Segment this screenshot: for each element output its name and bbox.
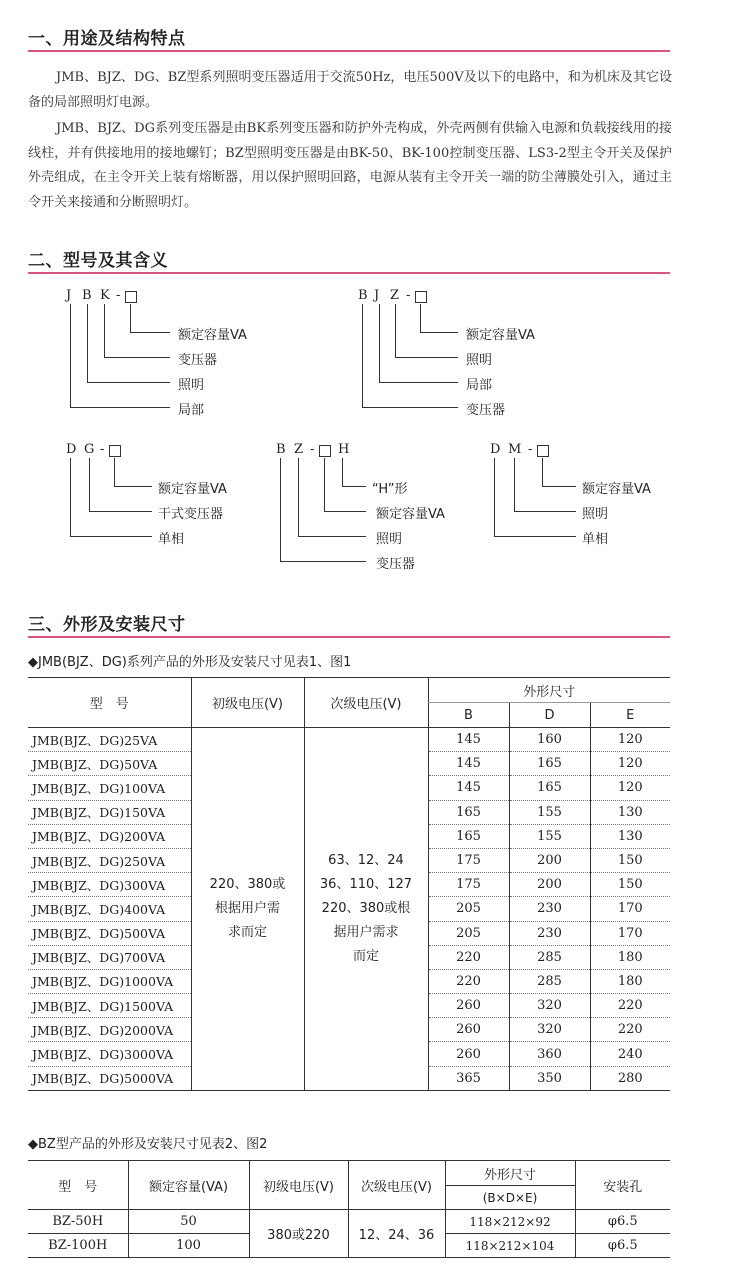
- code-letter: H: [338, 442, 350, 457]
- section-divider: [28, 50, 670, 52]
- header-primary-voltage: 初级电压(V): [191, 678, 304, 728]
- header-model: 型 号: [28, 678, 191, 728]
- meaning-label: “H”形: [372, 482, 408, 497]
- table-cell-dim-e: 120: [590, 776, 670, 800]
- intro-paragraph-1: JMB、BJZ、DG、BZ型系列照明变压器适用于交流50Hz，电压500V及以下的电路中，和为机床及其它设备的局部照明灯电源。: [28, 70, 672, 110]
- code-letter: B: [276, 442, 286, 457]
- code-letter: -: [100, 442, 105, 457]
- dimensions-table-1: [28, 677, 670, 1091]
- meaning-label: 照明: [178, 378, 205, 393]
- table-cell-dim-e: 120: [590, 752, 670, 776]
- table-cell-dim-d: 320: [509, 1018, 590, 1042]
- table-cell-dim-d: 155: [509, 824, 590, 848]
- table-cell-dim-b: 165: [428, 824, 509, 848]
- placeholder-box-icon: [109, 445, 121, 457]
- voltage-text-line: 而定: [352, 948, 379, 964]
- header-dim-d: D: [509, 703, 590, 728]
- meaning-label: 单相: [158, 532, 185, 547]
- dimensions-table-2: [28, 1160, 670, 1258]
- meaning-label: 变压器: [466, 403, 506, 418]
- table-cell-model: JMB(BJZ、DG)400VA: [28, 897, 191, 921]
- section-title: 二、型号及其含义: [28, 251, 168, 271]
- table-cell-dim-b: 145: [428, 752, 509, 776]
- table-cell-model: JMB(BJZ、DG)3000VA: [28, 1042, 191, 1066]
- model-diagram-bjz: [358, 288, 578, 418]
- table-cell-dim-d: 350: [509, 1066, 590, 1090]
- table-cell-model: JMB(BJZ、DG)200VA: [28, 824, 191, 848]
- header-dim-e: E: [590, 703, 670, 728]
- voltage-text-line: 220、380或根: [321, 900, 411, 916]
- table-cell-dim-b: 145: [428, 776, 509, 800]
- table-cell-dim-b: 165: [428, 800, 509, 824]
- meaning-label: 额定容量VA: [158, 482, 227, 497]
- table-cell-model: JMB(BJZ、DG)250VA: [28, 848, 191, 872]
- table-cell-primary-voltage: [191, 728, 304, 1091]
- code-letter: -: [116, 288, 121, 303]
- placeholder-box-icon: [319, 445, 331, 457]
- meaning-label: 局部: [466, 378, 493, 393]
- table-cell-model: JMB(BJZ、DG)100VA: [28, 776, 191, 800]
- table-cell-model: BZ-100H: [28, 1234, 128, 1258]
- section-3-header: [28, 608, 670, 638]
- intro-paragraph-2: JMB、BJZ、DG系列变压器是由BK系列变压器和防护外壳构成，外壳两侧有供输入电源和负载接线用的接线柱，并有供接地用的接地螺钉；BZ型照明变压器是由BK-50、BK-100控制变压器、LS3-2型主令开关及保护外壳组成，在主令开关上装有熔断器，用以保护照明回路，电源从装有主令开关一端的防尘薄膜处引入，通过主令开关来接通和分断照明灯。: [28, 121, 672, 210]
- section-title: 一、用途及结构特点: [28, 29, 186, 49]
- voltage-text-line: 36、110、127: [319, 876, 413, 892]
- voltage-text-line: 据用户需求: [333, 924, 399, 940]
- table-cell-dim-e: 170: [590, 921, 670, 945]
- table-cell-primary-voltage: 380或220: [249, 1210, 348, 1258]
- table-cell-dim-e: 220: [590, 1018, 670, 1042]
- header-mounting-hole: 安装孔: [575, 1161, 670, 1210]
- table-cell-secondary-voltage: 12、24、36: [348, 1210, 445, 1258]
- voltage-text-line: 63、12、24: [328, 852, 404, 868]
- table-cell-capacity: 100: [128, 1234, 249, 1258]
- table-cell-mounting-hole: φ6.5: [575, 1234, 670, 1258]
- model-diagram-bz: [276, 442, 476, 577]
- code-letter: J: [66, 288, 72, 303]
- table-cell-model: JMB(BJZ、DG)1500VA: [28, 994, 191, 1018]
- table-cell-model: JMB(BJZ、DG)50VA: [28, 752, 191, 776]
- header-dimensions-sub: (B×D×E): [445, 1186, 575, 1210]
- table-cell-model: BZ-50H: [28, 1210, 128, 1234]
- table-cell-model: JMB(BJZ、DG)2000VA: [28, 1018, 191, 1042]
- code-letter: Z: [390, 288, 400, 303]
- table-cell-dim-b: 175: [428, 873, 509, 897]
- table-cell-dim-b: 220: [428, 969, 509, 993]
- placeholder-box-icon: [537, 445, 549, 457]
- header-dimensions: 外形尺寸: [445, 1161, 575, 1186]
- table-cell-model: JMB(BJZ、DG)1000VA: [28, 969, 191, 993]
- table-cell-dim-e: 240: [590, 1042, 670, 1066]
- table-cell-dim-d: 360: [509, 1042, 590, 1066]
- table-cell-dim-d: 160: [509, 728, 590, 752]
- code-letter: J: [374, 288, 380, 303]
- table-cell-dim-b: 175: [428, 848, 509, 872]
- table-cell-dim-d: 285: [509, 969, 590, 993]
- table-cell-model: JMB(BJZ、DG)500VA: [28, 921, 191, 945]
- header-dimensions: 外形尺寸: [428, 678, 670, 703]
- voltage-text-line: 根据用户需: [214, 900, 280, 916]
- voltage-text-line: 求而定: [227, 924, 267, 940]
- table-cell-dim-e: 130: [590, 800, 670, 824]
- table-cell-dim-b: 365: [428, 1066, 509, 1090]
- table-cell-model: JMB(BJZ、DG)25VA: [28, 728, 191, 752]
- section-divider: [28, 272, 670, 274]
- table-cell-mounting-hole: φ6.5: [575, 1210, 670, 1234]
- meaning-label: 局部: [178, 403, 205, 418]
- code-letter: -: [406, 288, 411, 303]
- meaning-label: 照明: [466, 353, 493, 368]
- meaning-label: 额定容量VA: [582, 482, 651, 497]
- header-secondary-voltage: 次级电压(V): [348, 1161, 445, 1210]
- meaning-label: 额定容量VA: [466, 328, 535, 343]
- table-cell-dim-e: 150: [590, 848, 670, 872]
- code-letter: -: [310, 442, 315, 457]
- table-cell-dim-b: 260: [428, 1018, 509, 1042]
- meaning-label: 照明: [376, 532, 403, 547]
- code-letter: K: [100, 288, 110, 303]
- code-letter: D: [66, 442, 77, 457]
- code-letter: B: [358, 288, 368, 303]
- table-cell-dim-b: 260: [428, 1042, 509, 1066]
- code-letter: Z: [294, 442, 304, 457]
- table-cell-dim-d: 165: [509, 752, 590, 776]
- table-cell-dim-b: 205: [428, 897, 509, 921]
- table-cell-dim-e: 120: [590, 728, 670, 752]
- table-cell-dimensions: 118×212×92: [445, 1210, 575, 1234]
- meaning-label: 干式变压器: [158, 507, 224, 522]
- table-cell-dim-e: 150: [590, 873, 670, 897]
- table-cell-dimensions: 118×212×104: [445, 1234, 575, 1258]
- meaning-label: 照明: [582, 507, 609, 522]
- table-cell-dim-e: 180: [590, 969, 670, 993]
- model-diagram-jbk: [66, 288, 286, 418]
- code-letter: D: [490, 442, 501, 457]
- section-divider: [28, 636, 670, 638]
- table-cell-dim-e: 170: [590, 897, 670, 921]
- header-capacity: 额定容量(VA): [128, 1161, 249, 1210]
- meaning-label: 额定容量VA: [376, 507, 445, 522]
- table-cell-model: JMB(BJZ、DG)300VA: [28, 873, 191, 897]
- model-diagram-dm: [490, 442, 690, 552]
- table-cell-dim-d: 230: [509, 897, 590, 921]
- table-cell-dim-d: 155: [509, 800, 590, 824]
- table-cell-capacity: 50: [128, 1210, 249, 1234]
- voltage-text-line: 220、380或: [209, 876, 286, 892]
- table-cell-dim-d: 200: [509, 873, 590, 897]
- header-model: 型 号: [28, 1161, 128, 1210]
- table-cell-dim-d: 230: [509, 921, 590, 945]
- header-primary-voltage: 初级电压(V): [249, 1161, 348, 1210]
- table-cell-dim-e: 130: [590, 824, 670, 848]
- table-cell-secondary-voltage: [304, 728, 428, 1091]
- table-cell-dim-d: 320: [509, 994, 590, 1018]
- section-2-header: [28, 244, 670, 274]
- meaning-label: 额定容量VA: [178, 328, 247, 343]
- table-cell-dim-b: 220: [428, 945, 509, 969]
- code-letter: B: [82, 288, 92, 303]
- table-cell-model: JMB(BJZ、DG)700VA: [28, 945, 191, 969]
- table-cell-dim-b: 145: [428, 728, 509, 752]
- table-cell-dim-e: 180: [590, 945, 670, 969]
- placeholder-box-icon: [125, 291, 137, 303]
- section-title: 三、外形及安装尺寸: [28, 615, 186, 635]
- table-cell-dim-e: 280: [590, 1066, 670, 1090]
- table-cell-model: JMB(BJZ、DG)150VA: [28, 800, 191, 824]
- table-cell-model: JMB(BJZ、DG)5000VA: [28, 1066, 191, 1090]
- table-cell-dim-b: 205: [428, 921, 509, 945]
- table-cell-dim-d: 165: [509, 776, 590, 800]
- model-diagram-dg: [66, 442, 266, 552]
- code-letter: M: [508, 442, 522, 457]
- meaning-label: 单相: [582, 532, 609, 547]
- table-cell-dim-b: 260: [428, 994, 509, 1018]
- table-cell-dim-e: 220: [590, 994, 670, 1018]
- header-secondary-voltage: 次级电压(V): [304, 678, 428, 728]
- section-1-header: [28, 22, 670, 52]
- header-dim-b: B: [428, 703, 509, 728]
- placeholder-box-icon: [415, 291, 427, 303]
- code-letter: -: [528, 442, 533, 457]
- code-letter: G: [84, 442, 95, 457]
- table-cell-dim-d: 200: [509, 848, 590, 872]
- table-row: [28, 728, 670, 752]
- table1-caption: ◆JMB(BJZ、DG)系列产品的外形及安装尺寸见表1、图1: [28, 655, 352, 670]
- table2-caption: ◆BZ型产品的外形及安装尺寸见表2、图2: [28, 1137, 268, 1152]
- meaning-label: 变压器: [376, 557, 416, 572]
- table-cell-dim-d: 285: [509, 945, 590, 969]
- meaning-label: 变压器: [178, 353, 218, 368]
